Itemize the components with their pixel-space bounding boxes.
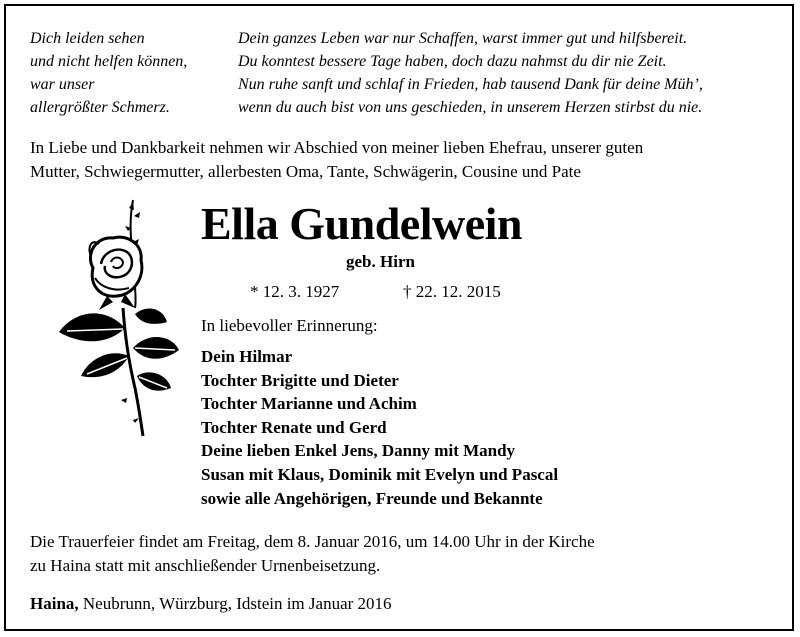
list-item: Tochter Renate und Gerd — [201, 417, 387, 437]
list-item: Dein Hilmar — [201, 347, 293, 366]
list-item: Tochter Marianne und Achim — [201, 394, 417, 414]
verse-left — [30, 27, 187, 119]
verse-line: und nicht helfen können, — [30, 53, 188, 70]
verse-line: allergrößter Schmerz. — [30, 99, 170, 116]
verse-line: Dich leiden sehen — [30, 30, 145, 47]
birth-date: * 12. 3. 1927 — [250, 282, 340, 301]
verse-line: Du konntest bessere Tage haben, doch dazu nahmst du dir nie Zeit. — [238, 53, 667, 70]
intro-text — [30, 136, 643, 184]
verse-line: Nun ruhe sanft und schlaf in Frieden, hab tausend Dank für deine Müh’, — [238, 76, 703, 93]
memory-line: In liebevoller Erinnerung: — [201, 316, 378, 335]
verse-right — [238, 27, 703, 119]
deceased-name: Ella Gundelwein — [201, 198, 522, 249]
verse-line: wenn du auch bist von uns geschieden, in unserem Herzen stirbst du nie. — [238, 99, 703, 116]
place-date-line — [30, 594, 392, 614]
list-item: Susan mit Klaus, Dominik mit Evelyn und Pascal — [201, 464, 559, 484]
maiden-name: geb. Hirn — [346, 252, 415, 271]
service-info — [30, 530, 595, 578]
service-line: zu Haina statt mit anschließender Urnenbeisetzung. — [30, 556, 381, 575]
list-item: Tochter Brigitte und Dieter — [201, 370, 399, 390]
verse-line: war unser — [30, 76, 95, 93]
list-item: sowie alle Angehörigen, Freunde und Bekannte — [201, 488, 543, 508]
rose-icon — [55, 198, 185, 438]
death-date: † 22. 12. 2015 — [403, 282, 501, 301]
place-rest: Neubrunn, Würzburg, Idstein im Januar 2016 — [78, 594, 392, 613]
intro-line: In Liebe und Dankbarkeit nehmen wir Abschied von meiner lieben Ehefrau, unserer guten — [30, 138, 644, 157]
verse-line: Dein ganzes Leben war nur Schaffen, warst immer gut und hilfsbereit. — [238, 30, 688, 47]
service-line: Die Trauerfeier findet am Freitag, dem 8. Januar 2016, um 14.00 Uhr in der Kirche — [30, 532, 595, 551]
place-town: Haina, — [30, 594, 79, 613]
list-item: Deine lieben Enkel Jens, Danny mit Mandy — [201, 441, 516, 461]
mourners-list — [201, 345, 558, 510]
intro-line: Mutter, Schwiegermutter, allerbesten Oma, Tante, Schwägerin, Cousine und Pate — [30, 162, 581, 181]
